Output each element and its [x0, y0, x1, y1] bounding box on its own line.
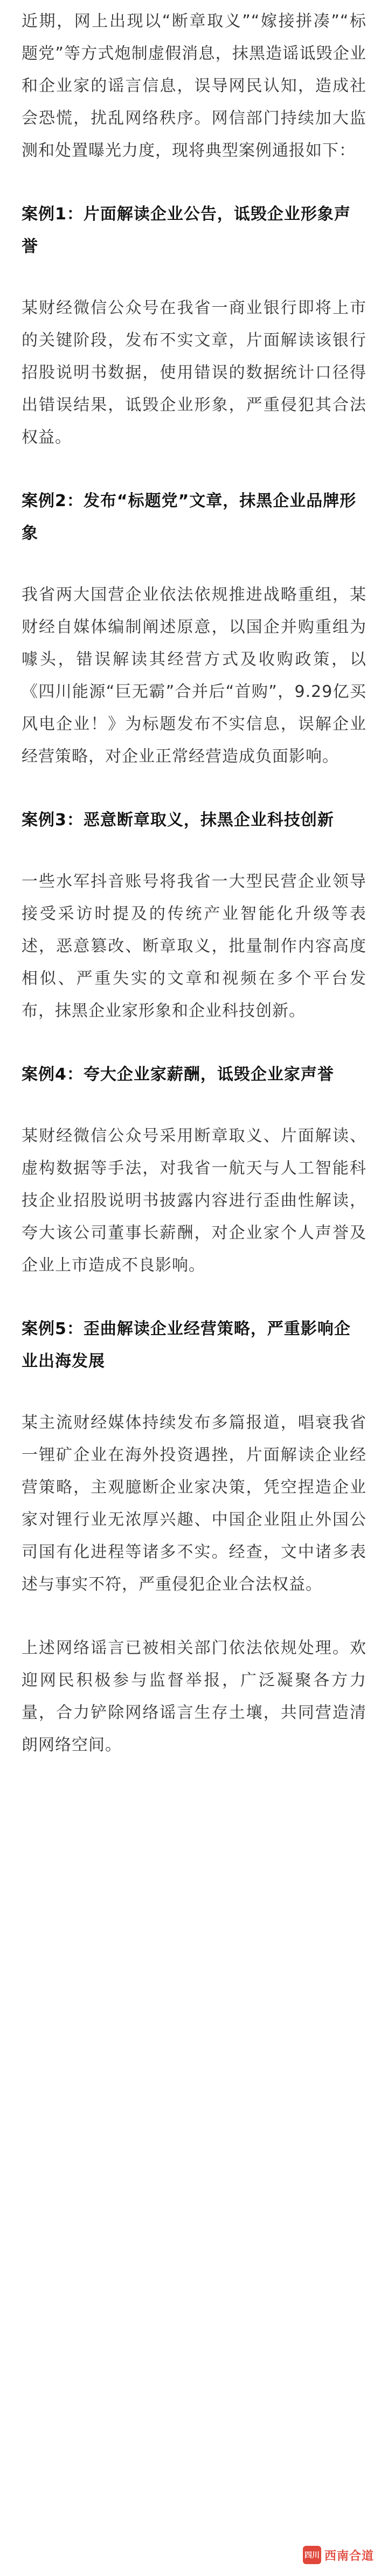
case-5-heading: 案例5：歪曲解读企业经营策略，严重影响企业出海发展 — [22, 1320, 351, 1371]
case-2-heading: 案例2：发布“标题党”文章，抹黑企业品牌形象 — [22, 492, 357, 543]
spacer — [22, 1091, 366, 1120]
spacer — [22, 837, 366, 866]
spacer — [22, 550, 366, 579]
case-1-heading: 案例1：片面解读企业公告，诋毁企业形象声誉 — [22, 205, 351, 256]
case-5-body: 某主流财经媒体持续发布多篇报道，唱衰我省一锂矿企业在海外投资遇挫，片面解读企业经营策略，主观臆断企业家决策，凭空捏造企业家对锂行业无浓厚兴趣、中国企业阻止外国公司国有化进程等诸多不实。经查，文中诸多表述与事实不符，严重侵犯企业合法权益。 — [22, 1413, 366, 1594]
watermark-badge-text: 四川 — [304, 2551, 320, 2560]
spacer — [22, 454, 366, 485]
spacer — [22, 773, 366, 804]
case-3-heading: 案例3：恶意断章取义，抹黑企业科技创新 — [22, 811, 334, 830]
case-4-body: 某财经微信公众号采用断章取义、片面解读、虚构数据等手法，对我省一航天与人工智能科技企业招股说明书披露内容进行歪曲性解读，夸大该公司董事长薪酬，对企业家个人声誉及企业上市造成不良影响。 — [22, 1127, 366, 1275]
spacer — [22, 1601, 366, 1632]
news-logo-icon — [303, 2546, 321, 2564]
closing-paragraph: 上述网络谣言已被相关部门依法依规处理。欢迎网民积极参与监督举报，广泛凝聚各方力量，合力铲除网络谣言生存土壤，共同营造清朗网络空间。 — [22, 1639, 366, 1755]
spacer — [22, 1027, 366, 1059]
case-1-body: 某财经微信公众号在我省一商业银行即将上市的关键阶段，发布不实文章，片面解读该银行招股说明书数据，使用错误的数据统计口径得出错误结果，诋毁企业形象，严重侵犯其合法权益。 — [22, 299, 366, 447]
case-4-heading: 案例4：夸大企业家薪酬，诋毁企业家声誉 — [22, 1065, 334, 1084]
case-2-body: 我省两大国营企业依法依规推进战略重组，某财经自媒体编制阐述原意，以国企并购重组为噱头，错误解读其经营方式及收购政策，以《四川能源“巨无霸”合并后“首购”，9.29亿买风电企业！》为标题发布不实信息，误解企业经营策略，对企业正常经营造成负面影响。 — [22, 585, 366, 766]
spacer — [22, 167, 366, 198]
intro-paragraph: 近期，网上出现以“断章取义”“嫁接拼凑”“标题党”等方式炮制虚假消息，抹黑造谣诋毁企业和企业家的谣言信息，误导网民认知，造成社会恐慌，扰乱网络秩序。网信部门持续加大监测和处置曝光力度，现将典型案例通报如下： — [22, 12, 366, 160]
source-watermark — [299, 2544, 378, 2566]
article-body — [22, 5, 366, 1762]
spacer — [22, 1378, 366, 1407]
case-3-body: 一些水军抖音账号将我省一大型民营企业领导接受采访时提及的传统产业智能化升级等表述，恶意篡改、断章取义，批量制作内容高度相似、严重失实的文章和视频在多个平台发布，抹黑企业家形象和企业科技创新。 — [22, 872, 366, 1020]
spacer — [22, 263, 366, 292]
spacer — [22, 1282, 366, 1313]
watermark-text: 西南合道 — [324, 2549, 374, 2563]
